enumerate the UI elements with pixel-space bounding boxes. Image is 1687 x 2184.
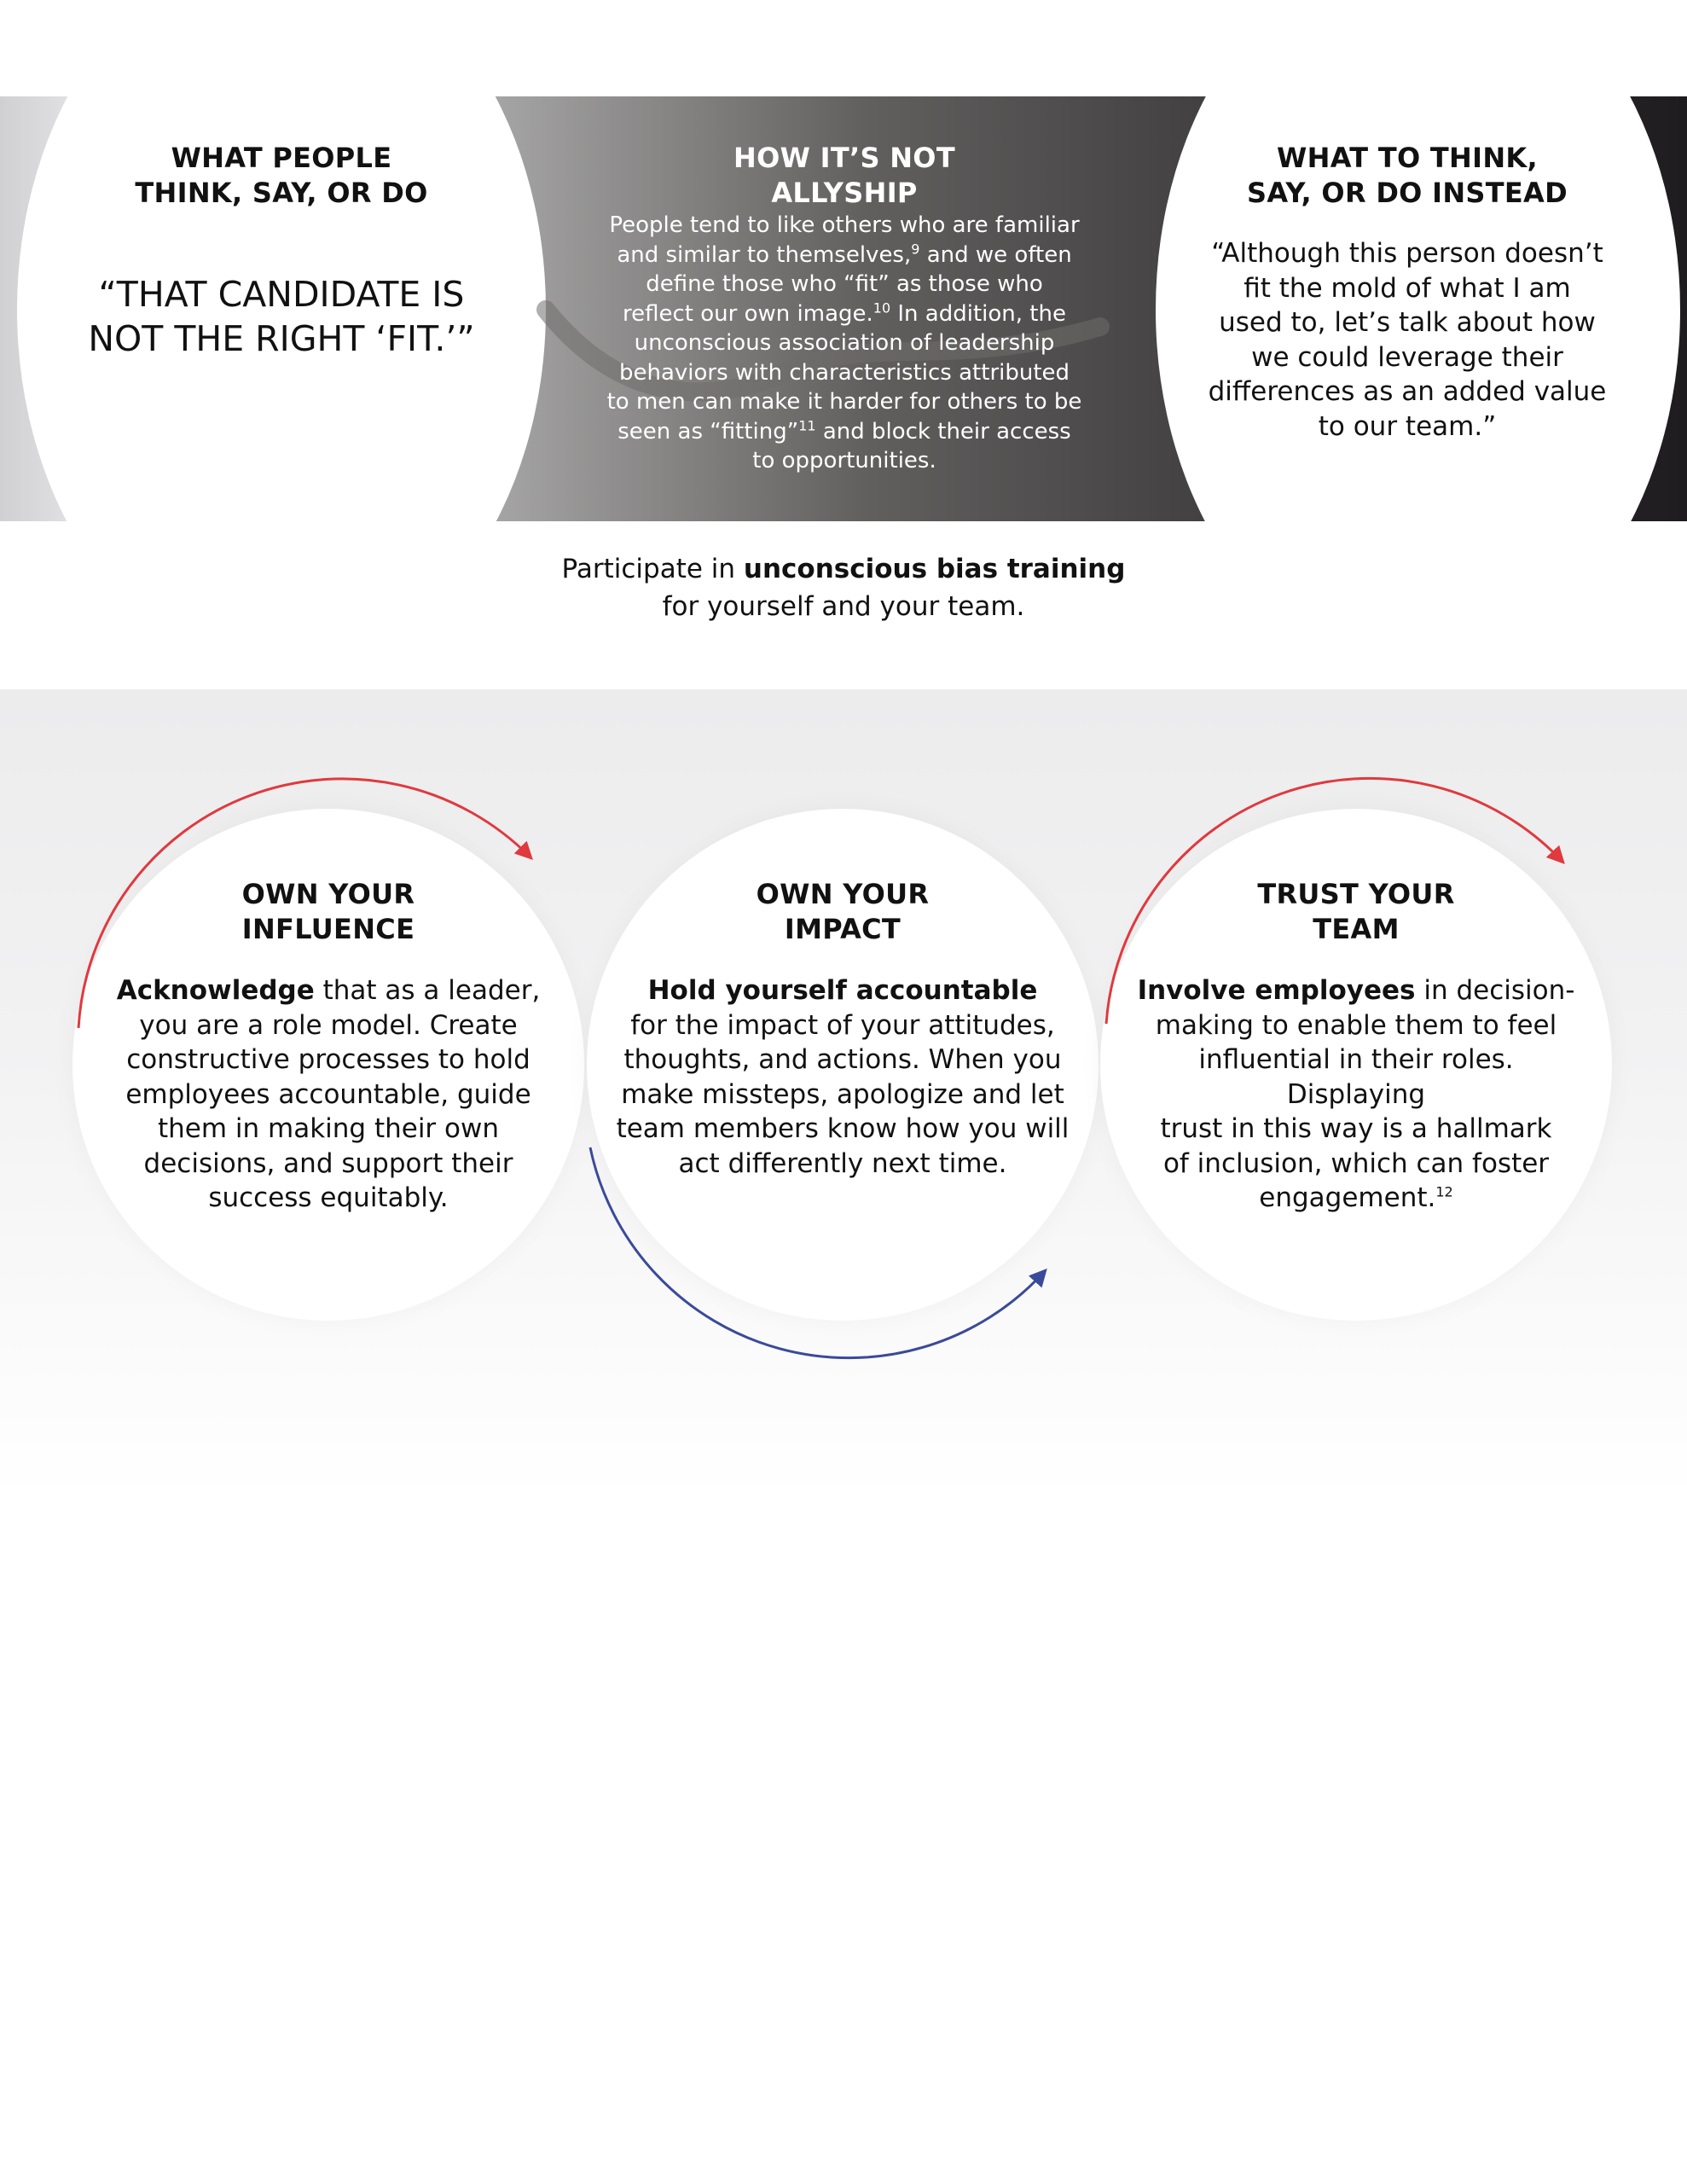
column-what-to-do-instead — [1177, 141, 1638, 444]
tip-prefix: Participate in — [561, 554, 744, 584]
tip-bold: unconscious bias training — [743, 554, 1126, 584]
footnote-ref: 9 — [911, 240, 920, 257]
card-body — [98, 973, 559, 1216]
tip-line2: for yourself and your team. — [662, 591, 1025, 622]
column-how-not-allyship — [546, 141, 1143, 476]
alternative-quote: “Although this person doesn’t fit the mold of what I am used to, let’s talk about how we could leverage their differences as an added value to our team.” — [1208, 238, 1607, 442]
footnote-ref: 11 — [798, 416, 816, 433]
explanation-part: and we often define those who “fit” as those who reflect our own image. — [623, 241, 1072, 327]
tip-text — [0, 550, 1687, 625]
card-heading: TRUST YOUR TEAM — [1257, 878, 1455, 945]
footnote-ref: 10 — [872, 299, 891, 316]
card-body — [1126, 973, 1586, 1216]
column-heading: HOW IT’S NOT ALLYSHIP — [733, 142, 955, 209]
card-body-text: for the impact of your attitudes, thoughts, and actions. When you make missteps, apologize and let team members know how you will act differently next time. — [616, 1009, 1070, 1179]
card-heading: OWN YOUR IMPACT — [756, 878, 930, 945]
card-own-your-influence — [72, 809, 584, 1321]
card-body-bold: Hold yourself accountable — [647, 975, 1038, 1006]
card-body-text: that as a leader, you are a role model. Create constructive processes to hold employees accountable, guide them in making their own decisions, and support their success equitably. — [125, 975, 541, 1213]
column-heading: WHAT TO THINK, SAY, OR DO INSTEAD — [1247, 142, 1568, 209]
footnote-ref: 12 — [1435, 1183, 1453, 1200]
explanation-part: People tend to like others who are familiar and similar to themselves, — [609, 212, 1080, 268]
card-heading: OWN YOUR INFLUENCE — [241, 878, 415, 945]
explanation-text — [546, 211, 1143, 476]
explanation-part: In addition, the unconscious association of leadership behaviors with characteristics attributed to men can make it harder for others to be seen as “fitting” — [606, 300, 1082, 444]
column-what-people-say — [51, 141, 512, 361]
card-body-bold: Acknowledge — [116, 975, 315, 1006]
card-body-bold: Involve employees — [1137, 975, 1416, 1006]
quote: “THAT CANDIDATE IS NOT THE RIGHT ‘FIT.’” — [88, 274, 475, 359]
card-body-text: in decision- making to enable them to feel influential in their roles. Displaying trust in this way is a hallmark of inclusion, which can foster engagement. — [1155, 975, 1575, 1213]
comparison-band — [0, 96, 1687, 521]
column-heading: WHAT PEOPLE THINK, SAY, OR DO — [135, 142, 428, 209]
card-trust-your-team — [1100, 809, 1612, 1321]
card-body — [612, 973, 1073, 1181]
explanation-part: and block their access to opportunities. — [752, 418, 1071, 473]
card-own-your-impact — [587, 809, 1099, 1321]
